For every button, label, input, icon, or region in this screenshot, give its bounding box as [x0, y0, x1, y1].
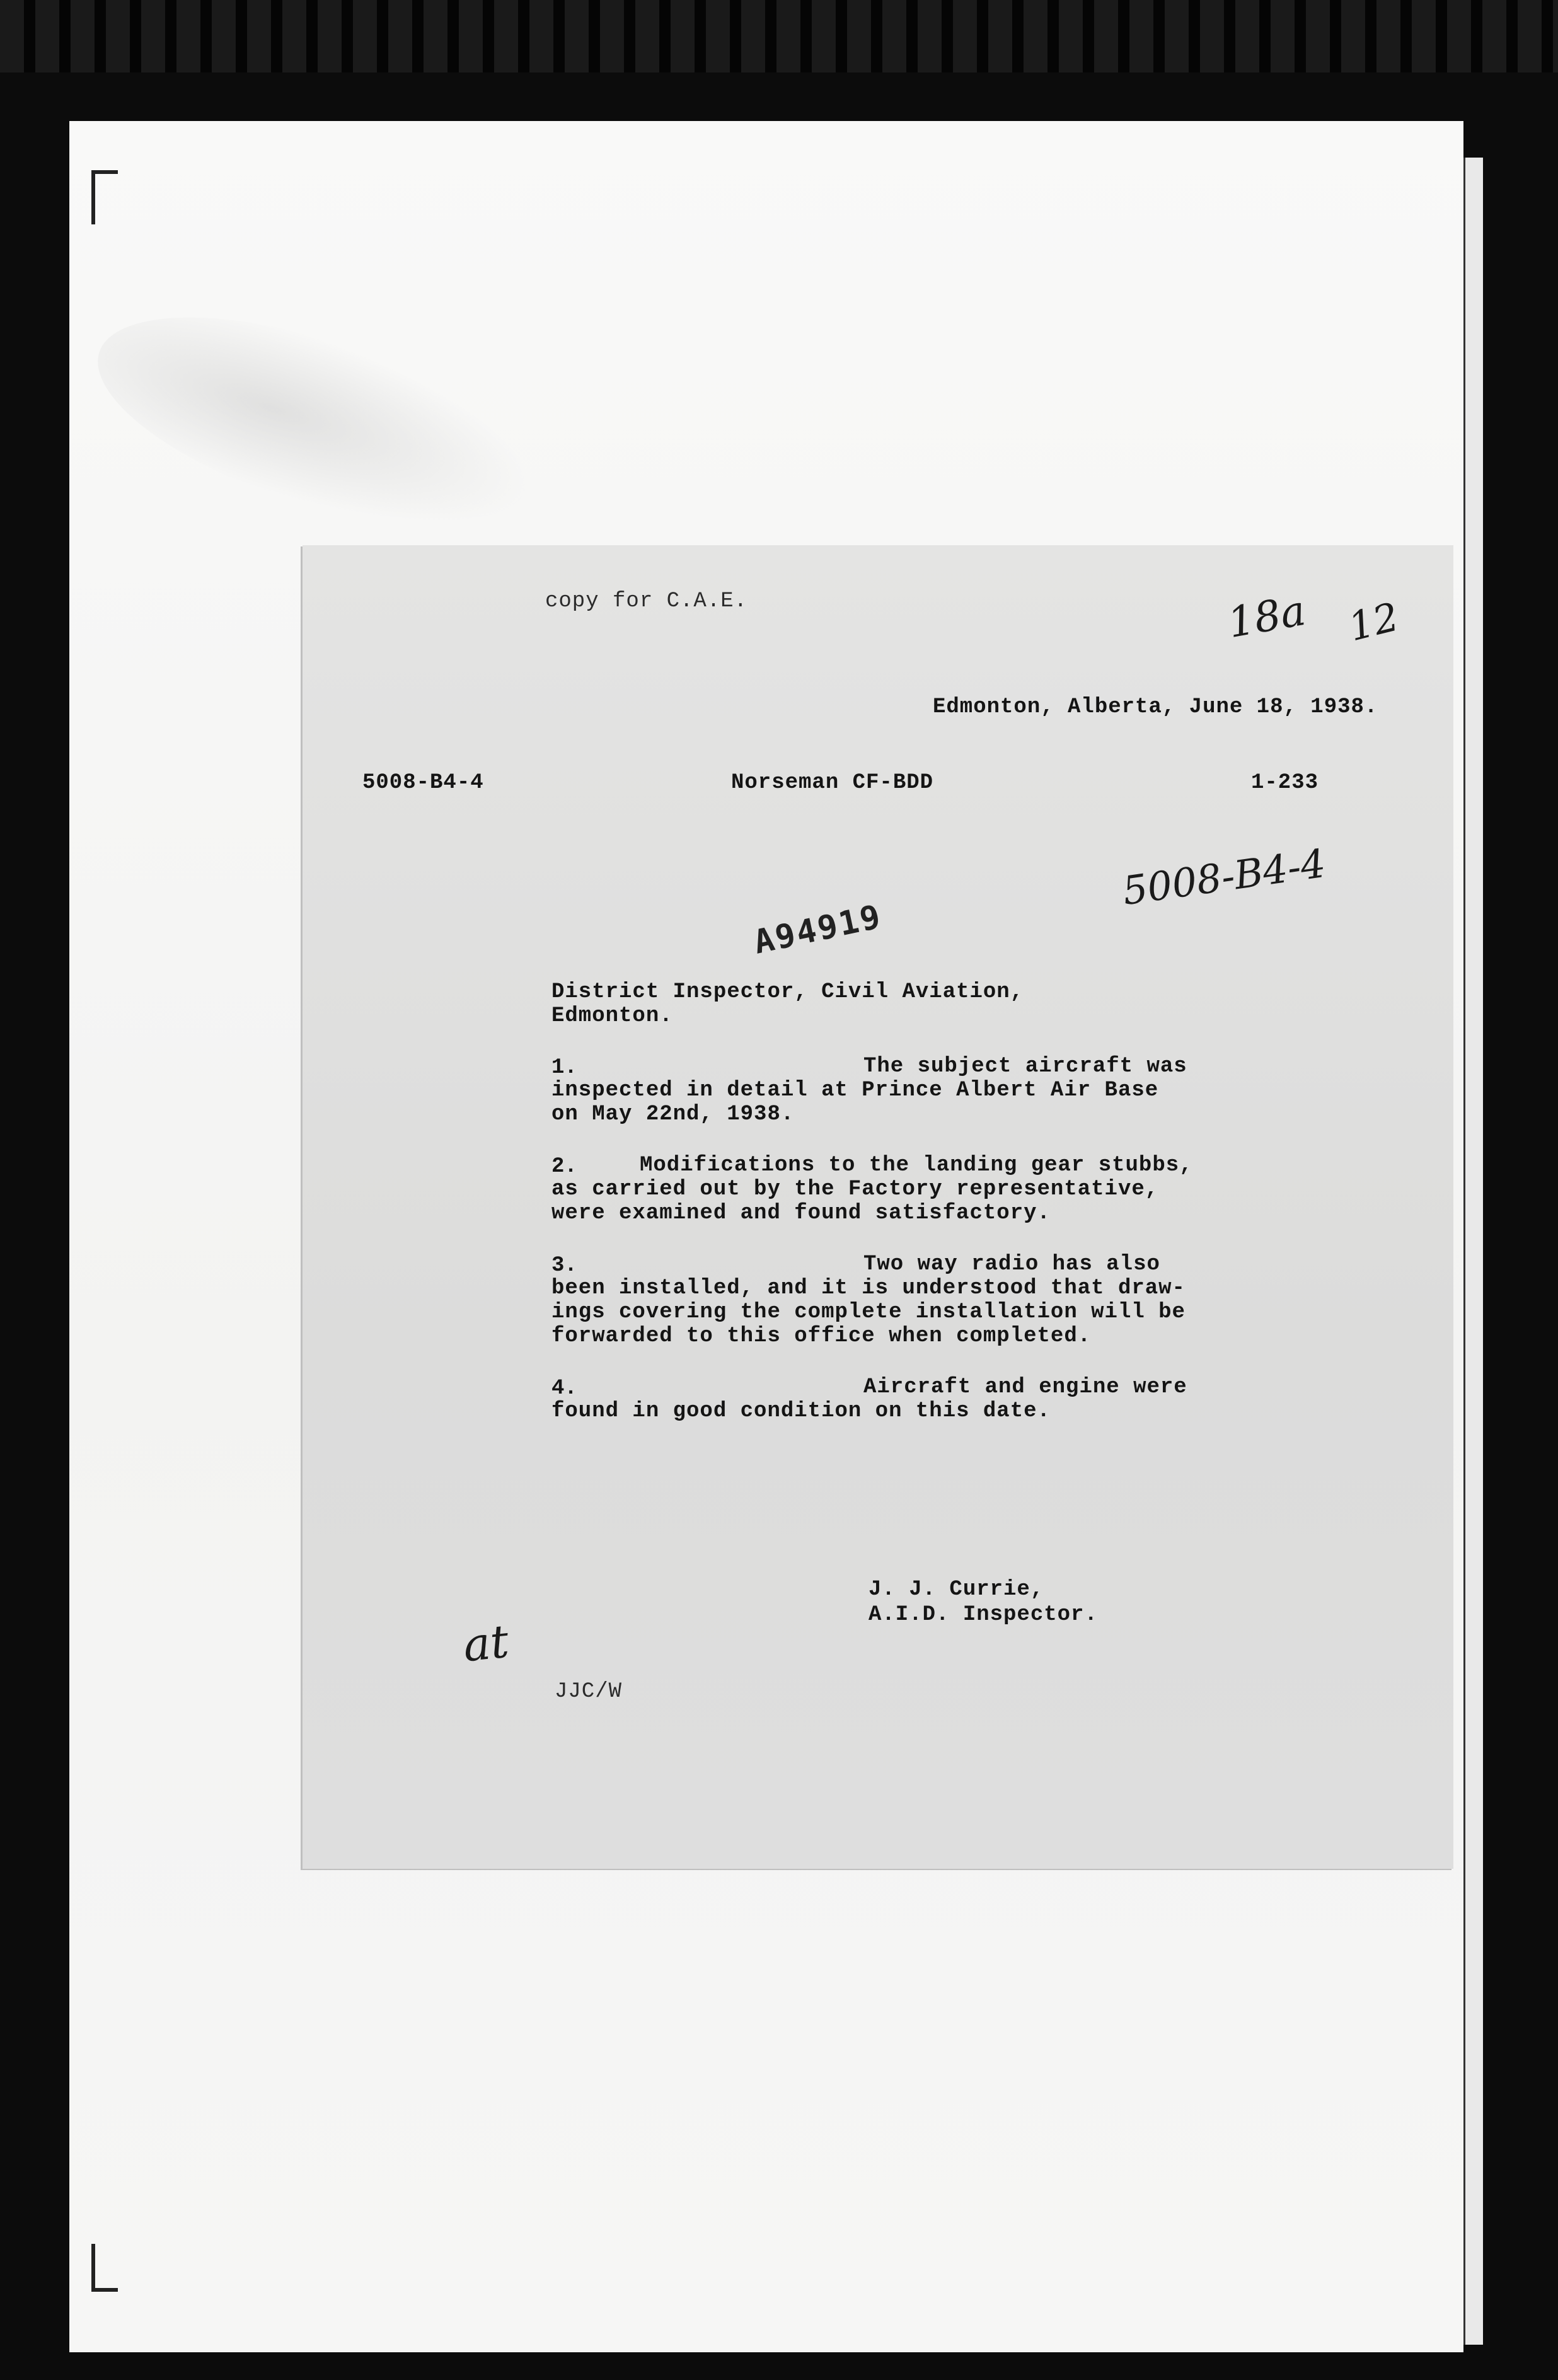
paragraph-number: 4.: [551, 1377, 577, 1401]
inspection-number: 1-233: [1251, 771, 1319, 795]
paragraph-line: The subject aircraft was: [863, 1054, 1187, 1078]
aircraft-reference: Norseman CF-BDD: [731, 771, 934, 795]
crop-mark-top-left: [91, 170, 118, 224]
typist-reference: JJC/W: [555, 1680, 623, 1704]
file-reference: 5008-B4-4: [362, 771, 484, 795]
file-stamp: A94919: [751, 898, 886, 962]
page-edge-strip: [1463, 158, 1483, 2345]
paragraph-number: 3.: [551, 1254, 577, 1278]
addressee-line-2: Edmonton.: [551, 1004, 673, 1028]
paragraph-line: inspected in detail at Prince Albert Air Base: [551, 1078, 1159, 1102]
paragraph-line: on May 22nd, 1938.: [551, 1102, 795, 1126]
date-line: Edmonton, Alberta, June 18, 1938.: [933, 695, 1378, 719]
paragraph-line: been installed, and it is understood that draw-: [551, 1276, 1186, 1300]
handwritten-note-top-b: 12: [1344, 593, 1404, 650]
handwritten-note-top-a: 18a: [1224, 586, 1310, 648]
paragraph-line: Two way radio has also: [863, 1252, 1160, 1276]
handwritten-initials: at: [460, 1614, 512, 1672]
paragraph-line: found in good condition on this date.: [551, 1399, 1051, 1423]
crop-mark-bottom-left: [91, 2244, 118, 2292]
paragraph-number: 1.: [551, 1056, 577, 1080]
handwritten-file-number: 5008-B4-4: [1119, 840, 1329, 915]
paragraph-number: 2.: [551, 1155, 577, 1179]
paragraph-line: forwarded to this office when completed.: [551, 1324, 1092, 1348]
letter-page: [303, 545, 1453, 1869]
signature-name: J. J. Currie,: [868, 1578, 1044, 1602]
paragraph-line: as carried out by the Factory representative,: [551, 1177, 1159, 1201]
paragraph-line: Aircraft and engine were: [863, 1375, 1187, 1399]
signature-title: A.I.D. Inspector.: [868, 1603, 1098, 1627]
copy-note: copy for C.A.E.: [545, 589, 748, 613]
addressee-line-1: District Inspector, Civil Aviation,: [551, 980, 1024, 1004]
film-edge: [0, 0, 1558, 72]
paragraph-line: ings covering the complete installation will be: [551, 1300, 1186, 1324]
paragraph-line: were examined and found satisfactory.: [551, 1201, 1051, 1225]
paragraph-line: Modifications to the landing gear stubbs,: [640, 1153, 1193, 1177]
